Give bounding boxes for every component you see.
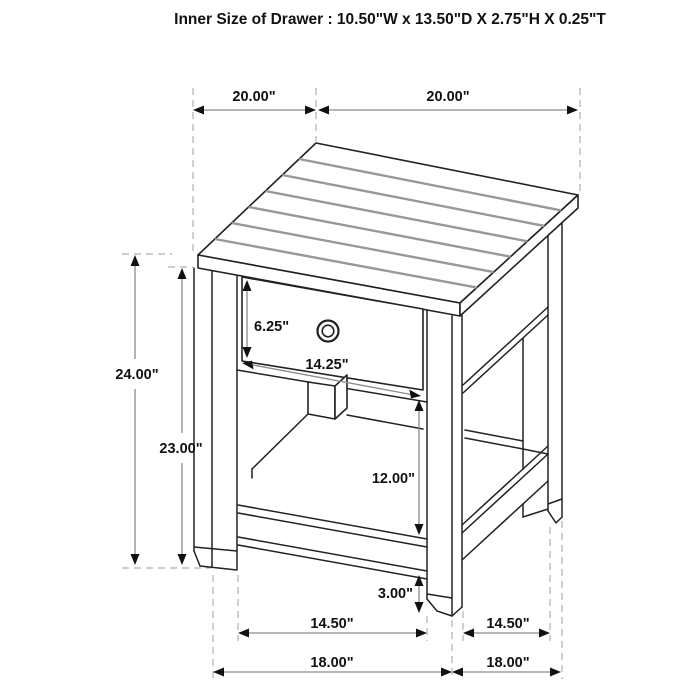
table-drawing	[194, 143, 578, 616]
lower-shelf	[238, 414, 427, 579]
label-top-width: 20.00"	[232, 89, 276, 105]
label-base-depth: 18.00"	[486, 655, 530, 671]
dimension-underside-height	[178, 268, 187, 565]
label-side-leg-span: 14.50"	[486, 616, 530, 632]
label-top-depth: 20.00"	[426, 89, 470, 105]
dimension-top-depth	[318, 106, 578, 115]
label-front-leg-span: 14.50"	[310, 616, 354, 632]
label-overall-height: 24.00"	[115, 367, 159, 383]
dimension-top-width	[193, 106, 316, 115]
diagram-title: Inner Size of Drawer : 10.50"W x 13.50"D X 2.75"H X 0.25"T	[174, 11, 606, 28]
label-underside-height: 23.00"	[159, 441, 203, 457]
label-drawer-width: 14.25"	[305, 357, 349, 373]
label-foot-clearance: 3.00"	[377, 586, 413, 602]
label-open-shelf-height: 12.00"	[371, 471, 415, 487]
front-right-leg	[427, 311, 462, 616]
label-drawer-height: 6.25"	[254, 319, 290, 335]
dimension-open-shelf-height	[415, 400, 424, 535]
dimension-overall-height	[131, 255, 140, 565]
label-base-width: 18.00"	[310, 655, 354, 671]
dimension-foot-clearance	[415, 575, 424, 613]
rear-right-leg	[548, 223, 562, 523]
right-side-frame	[462, 307, 548, 560]
front-left-leg	[194, 268, 237, 570]
